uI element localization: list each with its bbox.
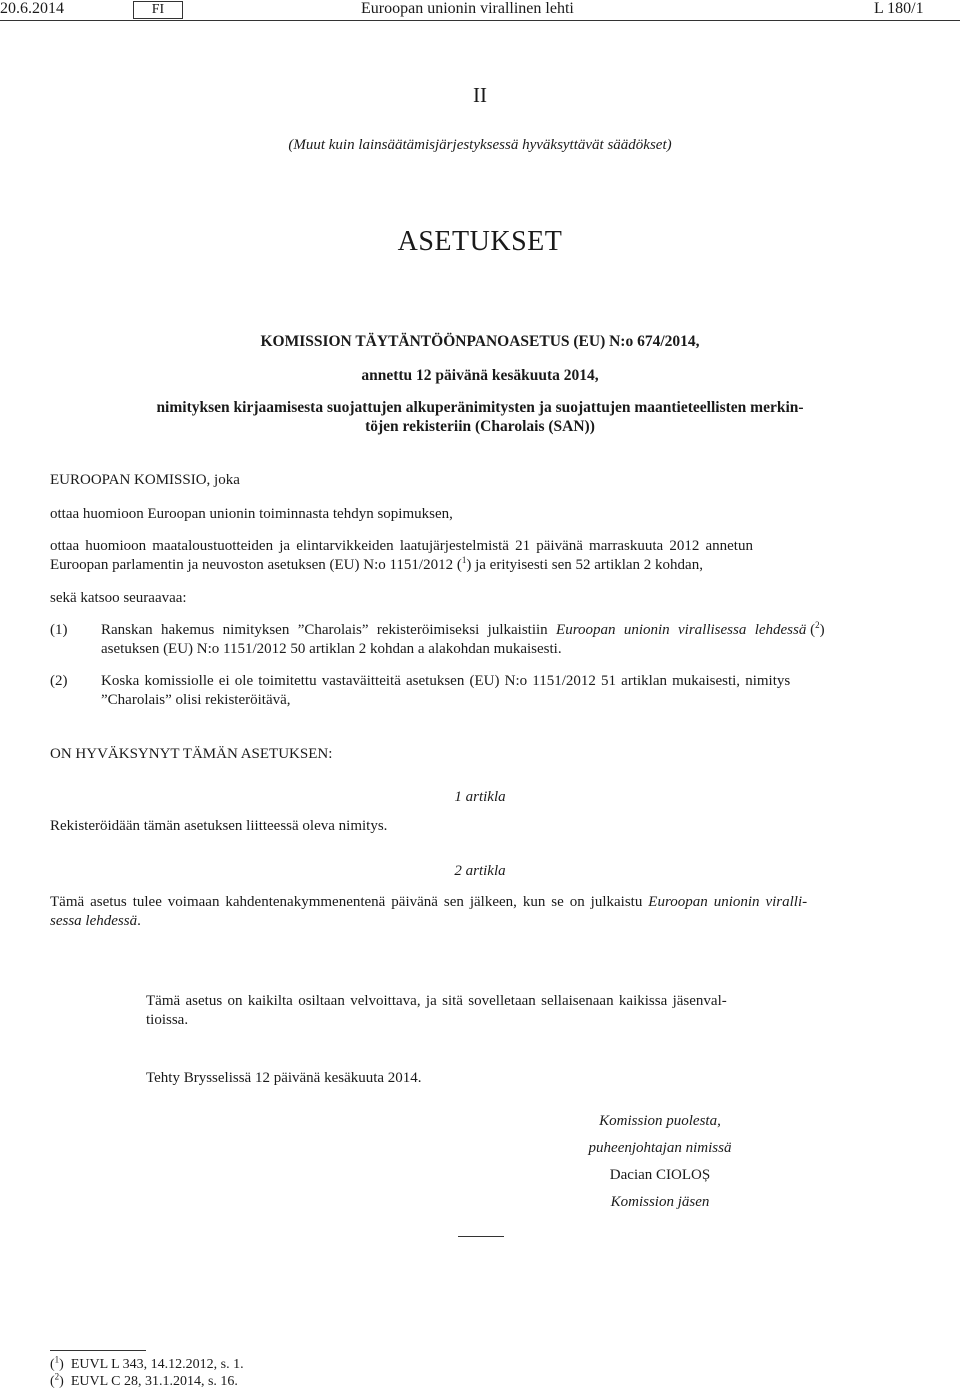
signature-line2: puheenjohtajan nimissä xyxy=(588,1140,732,1156)
binding-clause-line1: Tämä asetus on kaikilta osiltaan velvoittava, ja sitä sovelletaan sellaisenaan kaikissa jäsenval- xyxy=(146,993,727,1009)
language-code-box: FI xyxy=(133,1,183,19)
page-header xyxy=(0,0,960,22)
recital-1-text-c: ) xyxy=(819,622,825,638)
having-regard-regulation-line2 xyxy=(50,557,703,574)
having-regard-text-a: ottaa huomioon maataloustuotteiden ja elintarvikkeiden laatujärjestelmistä 21 päivänä marraskuuta 2012 annetun xyxy=(50,538,753,554)
whereas-intro: sekä katsoo seuraavaa: xyxy=(50,590,187,606)
preamble-intro: EUROOPAN KOMISSIO, joka xyxy=(50,472,240,488)
journal-title: Euroopan unionin virallinen lehti xyxy=(361,0,574,17)
header-rule xyxy=(0,20,960,21)
regulation-subject-line1: nimityksen kirjaamisesta suojattujen alkuperänimitysten ja suojattujen maantieteellisten merkin- xyxy=(156,399,804,416)
series-numeral: II xyxy=(473,83,487,107)
footnote-rule xyxy=(50,1350,146,1351)
article-2-title: 2 artikla xyxy=(454,863,506,879)
footnote-ref-2: 2 xyxy=(815,620,820,630)
signature-line1: Komission puolesta, xyxy=(599,1113,721,1129)
recital-1-line2: asetuksen (EU) N:o 1151/2012 50 artiklan 2 kohdan a alakohdan mukaisesti. xyxy=(101,641,562,657)
recital-2-number: (2) xyxy=(50,673,68,689)
article-1-text: Rekisteröidään tämän asetuksen liitteessä oleva nimitys. xyxy=(50,818,388,834)
page-reference: L 180/1 xyxy=(874,0,924,17)
regulation-title: KOMISSION TÄYTÄNTÖÖNPANOASETUS (EU) N:o 674/2014, xyxy=(260,333,700,350)
footnote-2: ($^2$) EUVL C 28, 31.1.2014, s. 16. xyxy=(50,1371,238,1389)
article-2-line1 xyxy=(50,894,807,911)
recital-1-line1 xyxy=(101,622,825,639)
having-regard-text-b: Euroopan parlamentin ja neuvoston asetuksen (EU) N:o 1151/2012 ( xyxy=(50,557,462,573)
regulation-date: annettu 12 päivänä kesäkuuta 2014, xyxy=(361,367,599,384)
recital-1-text-a: Ranskan hakemus nimityksen ”Charolais” rekisteröimiseksi julkaistiin xyxy=(101,622,557,638)
footnote-1-number: 1 xyxy=(54,1354,60,1365)
series-subtitle: (Muut kuin lainsäätämisjärjestyksessä hyväksyttävät säädökset) xyxy=(288,137,672,153)
footnote-1: ($^1$) EUVL L 343, 14.12.2012, s. 1. xyxy=(50,1354,244,1372)
having-regard-text-c: ) ja erityisesti sen 52 artiklan 2 kohdan, xyxy=(466,557,703,573)
article-2-line2 xyxy=(50,913,141,930)
article-2-text-end: . xyxy=(137,913,141,929)
section-title: ASETUKSET xyxy=(397,226,563,257)
article-2-italic-b: sessa lehdessä xyxy=(50,913,138,929)
footnote-1-text: EUVL L 343, 14.12.2012, s. 1. xyxy=(70,1357,244,1372)
recital-1-text-b: ( xyxy=(806,622,816,638)
footnote-2-number: 2 xyxy=(54,1371,60,1382)
recital-1-number: (1) xyxy=(50,622,68,638)
article-1-title: 1 artikla xyxy=(454,789,506,805)
adopted-formula: ON HYVÄKSYNYT TÄMÄN ASETUKSEN: xyxy=(50,746,333,762)
having-regard-regulation-line1 xyxy=(50,538,910,555)
done-at: Tehty Brysselissä 12 päivänä kesäkuuta 2014. xyxy=(146,1070,422,1086)
header-date: 20.6.2014 xyxy=(0,0,64,17)
binding-clause-line2: tioissa. xyxy=(146,1012,189,1028)
having-regard-treaty: ottaa huomioon Euroopan unionin toiminnasta tehdyn sopimuksen, xyxy=(50,506,453,522)
footnote-2-text: EUVL C 28, 31.1.2014, s. 16. xyxy=(70,1374,238,1389)
article-2-italic-a: Euroopan unionin viralli- xyxy=(648,894,808,910)
recital-1-italic: Euroopan unionin virallisessa lehdessä xyxy=(556,622,807,638)
recital-2-line2: ”Charolais” olisi rekisteröitävä, xyxy=(101,692,291,708)
signatory-name: Dacian CIOLOȘ xyxy=(609,1167,711,1183)
signatory-role: Komission jäsen xyxy=(610,1194,710,1210)
end-of-text-rule xyxy=(458,1236,504,1237)
article-2-text-a: Tämä asetus tulee voimaan kahdentenakymmenentenä päivänä sen jälkeen, kun se on julkaistu xyxy=(50,894,649,910)
regulation-subject-line2: töjen rekisteriin (Charolais (SAN)) xyxy=(365,418,595,435)
recital-2-line1: Koska komissiolle ei ole toimitettu vastaväitteitä asetuksen (EU) N:o 1151/2012 51 artiklan mukaisesti, nimitys xyxy=(101,673,791,689)
footnote-ref-1: 1 xyxy=(461,555,467,565)
